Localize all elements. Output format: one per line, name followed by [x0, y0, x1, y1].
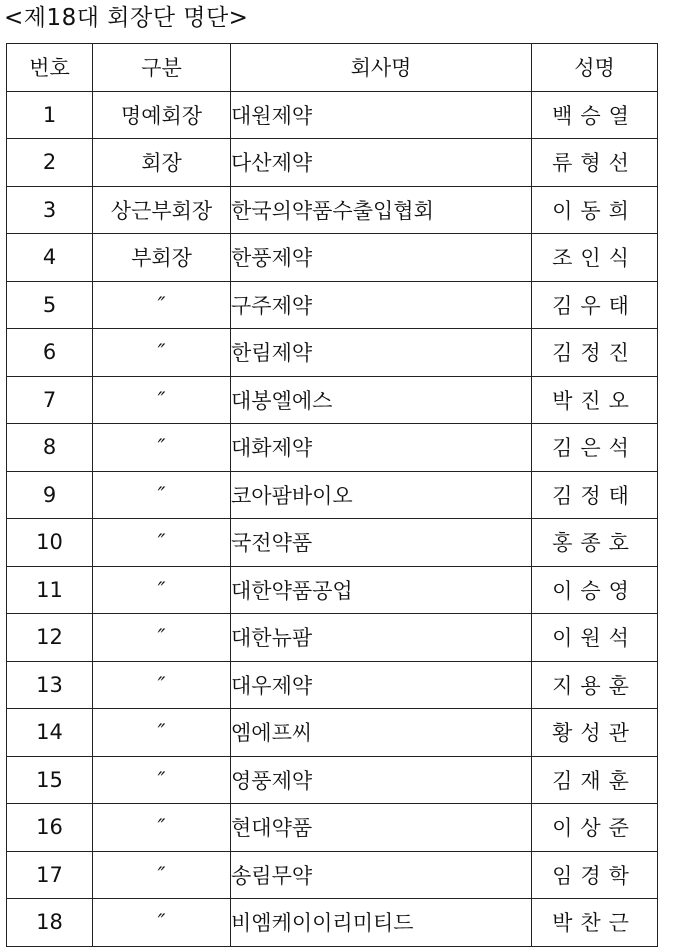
row-number: 1 [7, 91, 93, 139]
table-row [7, 899, 658, 947]
document-title: <제18대 회장단 명단> [4, 5, 249, 31]
row-number: 7 [7, 376, 93, 424]
row-number: 9 [7, 471, 93, 519]
header-category: 구분 [93, 44, 231, 92]
row-category: ″ [93, 471, 231, 519]
table-row [7, 281, 658, 329]
row-company: 대화제약 [231, 424, 532, 472]
row-person-name: 지용훈 [532, 661, 658, 709]
row-company: 비엠케이이리미티드 [231, 899, 532, 947]
header-company: 회사명 [231, 44, 532, 92]
row-person-name: 김정진 [532, 329, 658, 377]
row-company: 대한뉴팜 [231, 614, 532, 662]
row-person-name: 김재훈 [532, 756, 658, 804]
row-number: 15 [7, 756, 93, 804]
table-body [7, 91, 658, 946]
row-category: ″ [93, 804, 231, 852]
table-row [7, 424, 658, 472]
row-person-name: 이원석 [532, 614, 658, 662]
table-row [7, 804, 658, 852]
row-person-name: 김정태 [532, 471, 658, 519]
row-company: 한풍제약 [231, 234, 532, 282]
table-row [7, 186, 658, 234]
row-company: 구주제약 [231, 281, 532, 329]
row-company: 한국의약품수출입협회 [231, 186, 532, 234]
table-header-row [7, 44, 658, 92]
table-row [7, 709, 658, 757]
row-category: 회장 [93, 139, 231, 187]
header-name: 성명 [532, 44, 658, 92]
table-row [7, 851, 658, 899]
executive-roster-table [6, 43, 658, 947]
row-company: 송림무약 [231, 851, 532, 899]
row-category: ″ [93, 376, 231, 424]
row-person-name: 임경학 [532, 851, 658, 899]
row-category: ″ [93, 614, 231, 662]
row-person-name: 조인식 [532, 234, 658, 282]
row-category: ″ [93, 424, 231, 472]
row-number: 8 [7, 424, 93, 472]
row-company: 엠에프씨 [231, 709, 532, 757]
table-row [7, 139, 658, 187]
row-person-name: 박찬근 [532, 899, 658, 947]
row-category: ″ [93, 281, 231, 329]
row-category: ″ [93, 566, 231, 614]
row-company: 다산제약 [231, 139, 532, 187]
table-row [7, 614, 658, 662]
table-row [7, 756, 658, 804]
table-row [7, 519, 658, 567]
row-number: 6 [7, 329, 93, 377]
row-category: 상근부회장 [93, 186, 231, 234]
row-number: 3 [7, 186, 93, 234]
row-number: 17 [7, 851, 93, 899]
row-number: 16 [7, 804, 93, 852]
row-company: 현대약품 [231, 804, 532, 852]
row-number: 14 [7, 709, 93, 757]
row-company: 대한약품공업 [231, 566, 532, 614]
row-person-name: 류형선 [532, 139, 658, 187]
row-company: 한림제약 [231, 329, 532, 377]
table-row [7, 329, 658, 377]
table-row [7, 376, 658, 424]
row-number: 5 [7, 281, 93, 329]
row-category: 부회장 [93, 234, 231, 282]
row-company: 대원제약 [231, 91, 532, 139]
row-company: 대봉엘에스 [231, 376, 532, 424]
row-number: 2 [7, 139, 93, 187]
header-number: 번호 [7, 44, 93, 92]
row-person-name: 이승영 [532, 566, 658, 614]
table-row [7, 234, 658, 282]
row-person-name: 이상준 [532, 804, 658, 852]
row-category: ″ [93, 661, 231, 709]
row-category: ″ [93, 899, 231, 947]
row-person-name: 김우태 [532, 281, 658, 329]
row-company: 영풍제약 [231, 756, 532, 804]
table-row [7, 566, 658, 614]
row-category: ″ [93, 756, 231, 804]
row-person-name: 백승열 [532, 91, 658, 139]
row-category: ″ [93, 329, 231, 377]
row-number: 18 [7, 899, 93, 947]
row-category: 명예회장 [93, 91, 231, 139]
row-person-name: 황성관 [532, 709, 658, 757]
row-number: 13 [7, 661, 93, 709]
row-number: 11 [7, 566, 93, 614]
row-company: 코아팜바이오 [231, 471, 532, 519]
row-company: 국전약품 [231, 519, 532, 567]
table-row [7, 91, 658, 139]
row-person-name: 이동희 [532, 186, 658, 234]
row-company: 대우제약 [231, 661, 532, 709]
row-person-name: 박진오 [532, 376, 658, 424]
row-category: ″ [93, 851, 231, 899]
table-row [7, 471, 658, 519]
row-number: 10 [7, 519, 93, 567]
row-number: 4 [7, 234, 93, 282]
table-row [7, 661, 658, 709]
row-person-name: 홍종호 [532, 519, 658, 567]
row-number: 12 [7, 614, 93, 662]
row-category: ″ [93, 519, 231, 567]
row-category: ″ [93, 709, 231, 757]
row-person-name: 김은석 [532, 424, 658, 472]
